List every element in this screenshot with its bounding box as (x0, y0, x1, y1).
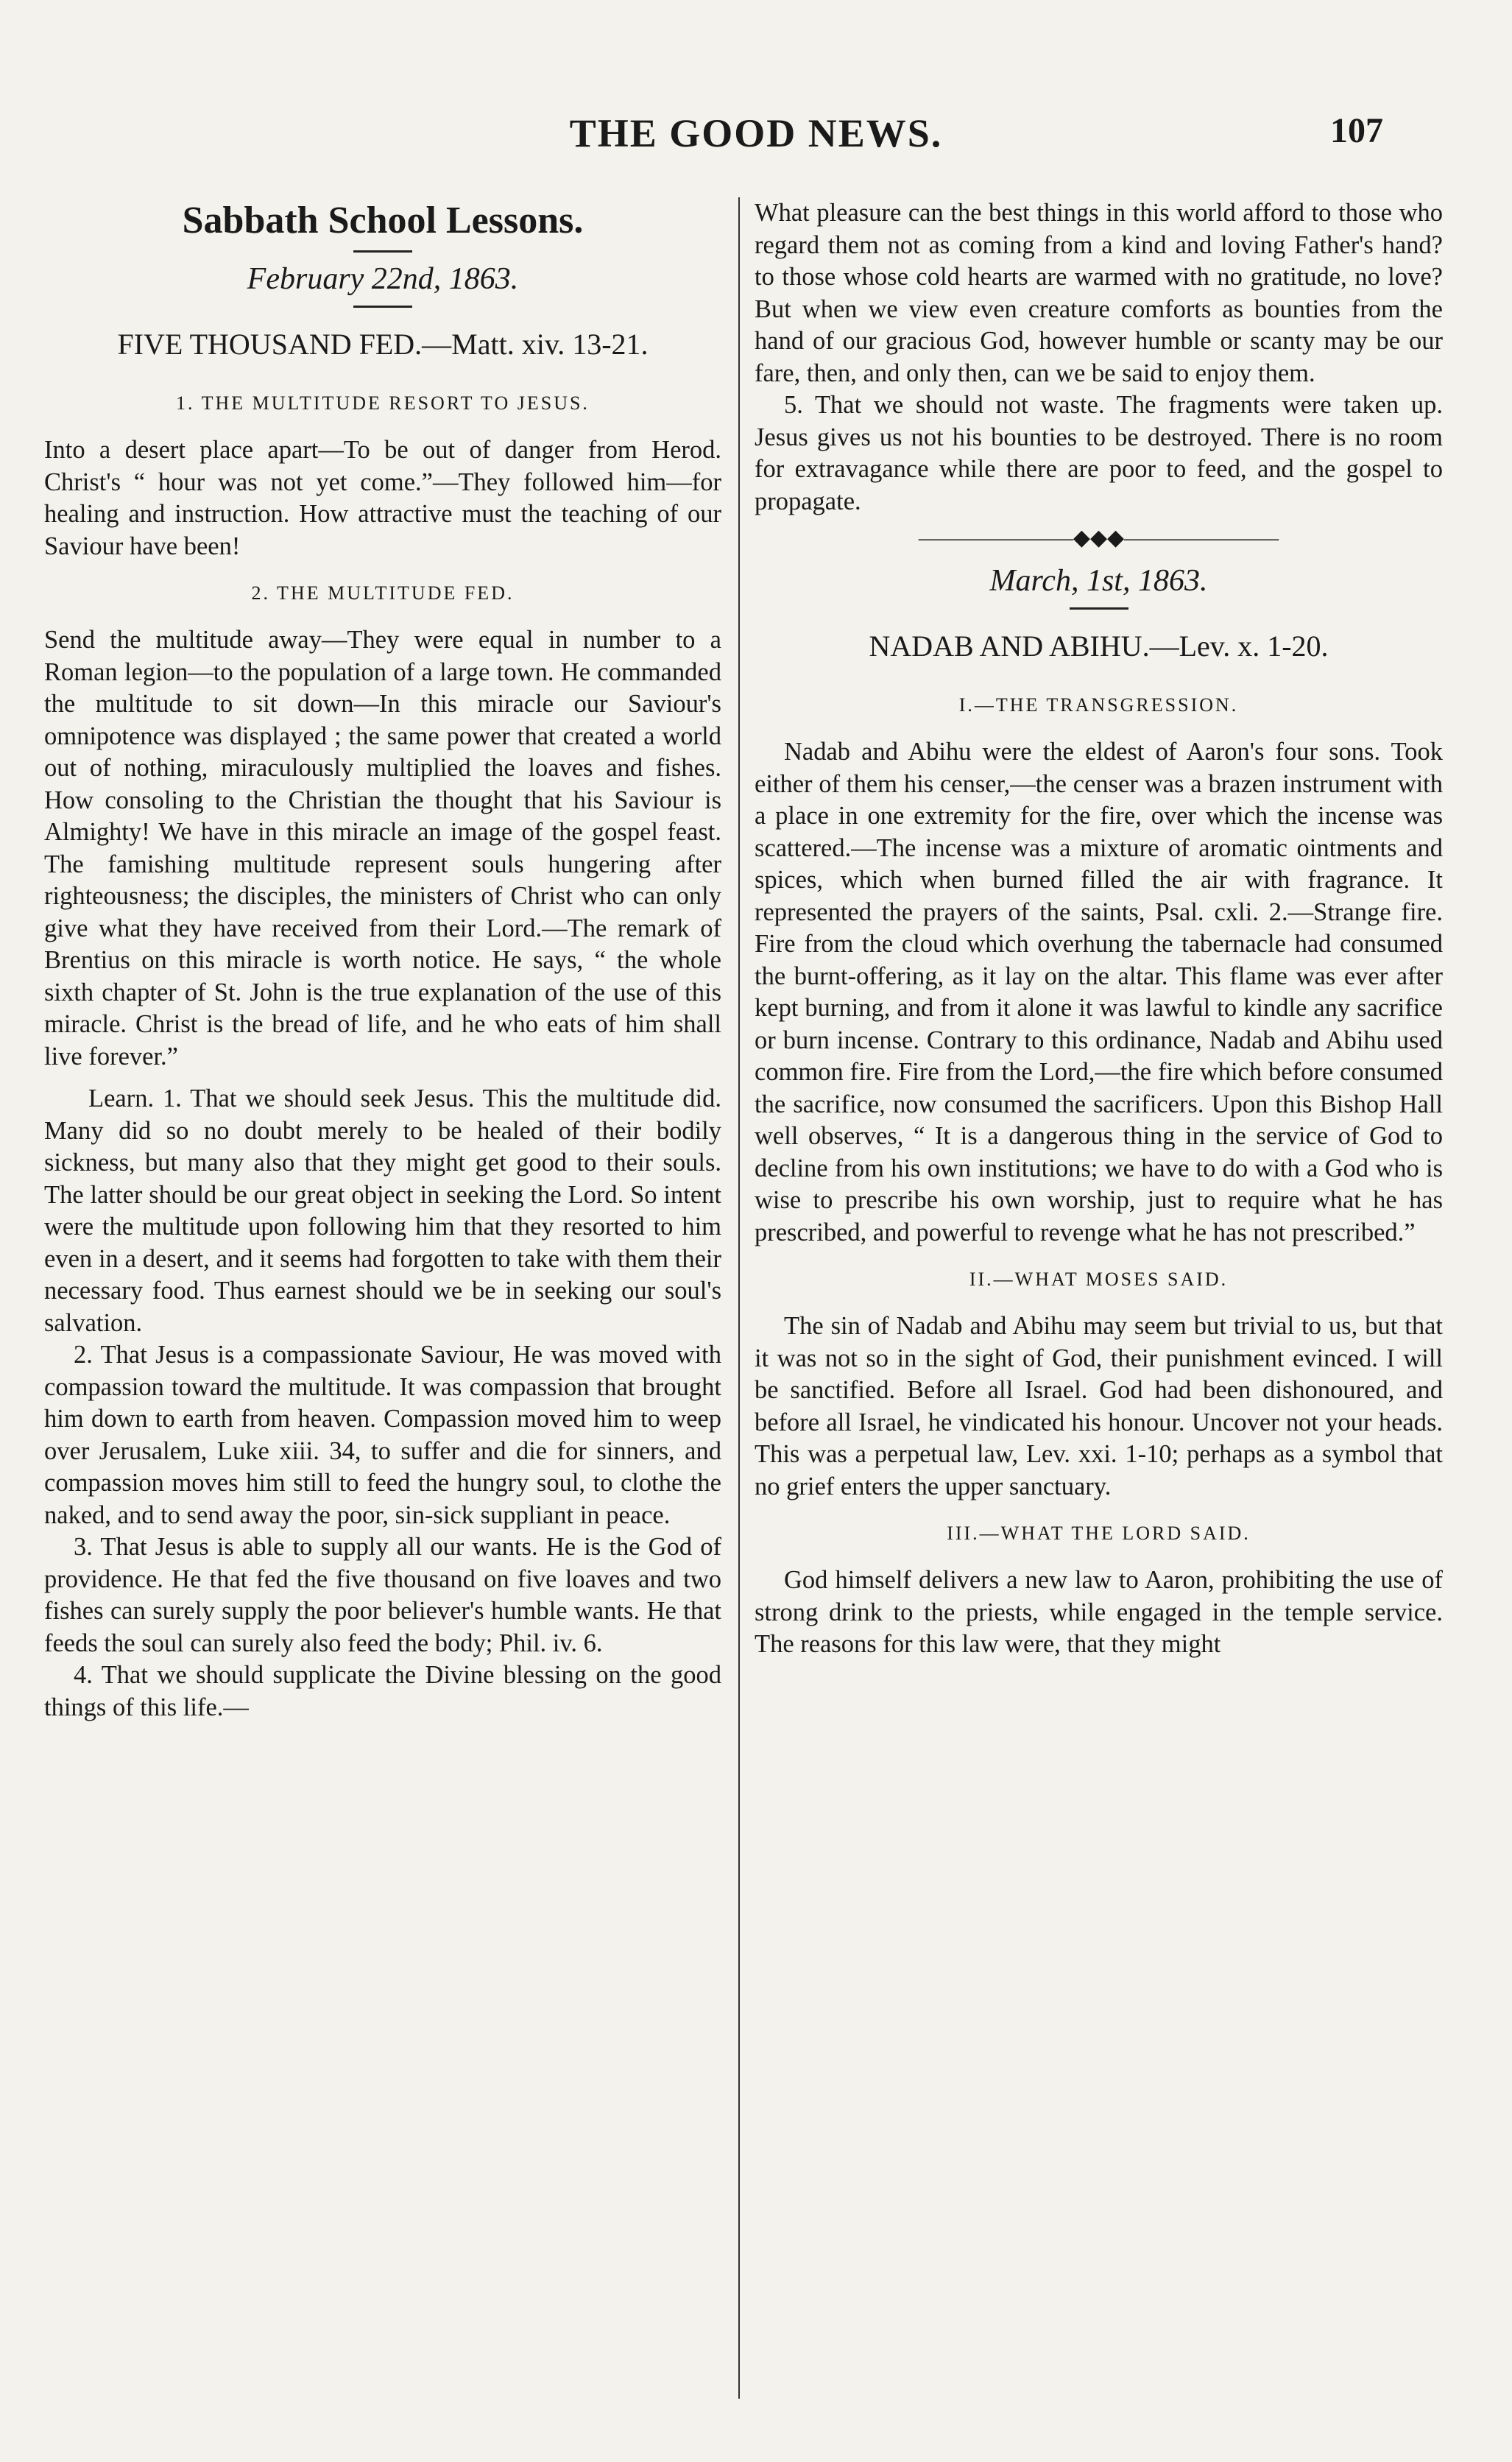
paragraph: Learn. 1. That we should seek Jesus. This the multitude did. Many did so no doubt merely to be healed of their bodily sickness, but many also that they might get good to their souls. The latter should be our great object in seeking the Lord. So intent were the multitude upon following him that they resorted to him even in a desert, and it seems had forgotten to take with them their necessary food. Thus earnest should we be in seeking our soul's salvation. (44, 1084, 721, 1337)
paragraph: Send the multitude away—They were equal in number to a Roman legion—to the population of a large town. He commanded the multitude to sit down—In this miracle our Saviour's omnipotence was displayed ; the same power that created a world out of nothing, miraculously multiplied the loaves and fishes. How consoling to the Christian the thought that his Saviour is Almighty! We have in this miracle an image of the gospel feast. The famishing multitude represent souls hungering after righteousness; the disciples, the ministers of Christ who can only give what they have received from their Lord.—The remark of Brentius on this miracle is worth notice. He says, “ the whole sixth chapter of St. John is the true explanation of the use of this miracle. Christ is the bread of life, and he who eats of him shall live forever.” (44, 626, 721, 1070)
paragraph: 2. That Jesus is a compassionate Saviour, He was moved with compassion toward the multitude. It was compassion that brought him down to earth from heaven. Compassion moved him to weep over Jerusalem, Luke xiii. 34, to suffer and die for sinners, and compassion moves him still to feed the hungry soul, to clothe the naked, and to send away the poor, sin-sick suppliant in peace. (44, 1341, 721, 1529)
subhead: III.—WHAT THE LORD SAID. (947, 1523, 1251, 1544)
paragraph: Into a desert place apart—To be out of danger from Herod. Christ's “ hour was not yet come.”—They followed him—for healing and instruction. How attractive must the teaching of our Saviour have been! (44, 436, 721, 560)
subhead: I.—THE TRANSGRESSION. (958, 694, 1239, 716)
lesson-title: NADAB AND ABIHU.—Lev. x. 1-20. (869, 629, 1329, 663)
short-rule (353, 250, 412, 253)
ornament-rule: ———————◆◆◆——————— (918, 526, 1279, 550)
page-number: 107 (1330, 111, 1383, 150)
subhead: 1. THE MULTITUDE RESORT TO JESUS. (176, 392, 590, 414)
paragraph: Nadab and Abihu were the eldest of Aaron's four sons. Took either of them his censer,—the censer was a brazen instrument with a place in one extremity for the fire, over which the incense was scattered.—The incense was a mixture of aromatic ointments and spices, which when burned filled the air with fragrance. It represented the prayers of the saints, Psal. cxli. 2.—Strange fire. Fire from the cloud which overhung the tabernacle had consumed the burnt-offering, as it lay on the altar. This flame was ever after kept burning, and from it alone it was lawful to kindle any sacrifice or burn incense. Contrary to this ordinance, Nadab and Abihu used common fire. Fire from the Lord,—the fire which before consumed the sacrifice, now consumed the sacrificers. Upon this Bishop Hall well observes, “ It is a dangerous thing in the service of God to decline from his own institutions; we have to do with a God who is wise to prescribe his own worship, just to require what he has prescribed, and powerful to revenge what he has not prescribed.” (755, 738, 1443, 1246)
section-heading: Sabbath School Lessons. (182, 200, 584, 241)
paragraph: 4. That we should supplicate the Divine blessing on the good things of this life.— (44, 1661, 721, 1721)
left-column (44, 197, 721, 2447)
running-head (66, 110, 1446, 169)
lesson-date: March, 1st, 1863. (989, 564, 1208, 598)
lesson-title: FIVE THOUSAND FED.—Matt. xiv. 13-21. (117, 328, 649, 361)
short-rule (353, 306, 412, 308)
paragraph: The sin of Nadab and Abihu may seem but trivial to us, but that it was not so in the sight of God, their punishment evinced. I will be sanctified. Before all Israel. God had been dishonoured, and before all Israel, he vindicated his honour. Uncover not your heads. This was a perpetual law, Lev. xxi. 1-10; perhaps as a symbol that no grief enters the upper sanctuary. (755, 1312, 1443, 1500)
column-divider (738, 197, 740, 2399)
paragraph: 3. That Jesus is able to supply all our wants. He is the God of providence. He that fed the five thousand on five loaves and two fishes can surely supply the poor believer's humble wants. He that feeds the soul can surely also feed the body; Phil. iv. 6. (44, 1533, 721, 1657)
paragraph: 5. That we should not waste. The fragments were taken up. Jesus gives us not his bounties to be destroyed. There is no room for extravagance while there are poor to feed, and the gospel to propagate. (755, 391, 1443, 515)
running-title: THE GOOD NEWS. (569, 111, 943, 155)
short-rule (1070, 607, 1128, 610)
paragraph: What pleasure can the best things in this world afford to those who regard them not as coming from a kind and loving Father's hand? to those whose cold hearts are warmed with no gratitude, no love? But when we view even creature comforts as bounties from the hand of our gracious God, however humble or scanty may be our fare, then, and only then, can we be said to enjoy them. (755, 199, 1443, 387)
lesson-date: February 22nd, 1863. (247, 262, 519, 296)
paragraph: God himself delivers a new law to Aaron, prohibiting the use of strong drink to the priests, while engaged in the temple service. The reasons for this law were, that they might (755, 1566, 1443, 1658)
subhead: II.—WHAT MOSES SAID. (969, 1269, 1229, 1290)
right-column (755, 197, 1443, 2447)
subhead: 2. THE MULTITUDE FED. (251, 582, 515, 604)
